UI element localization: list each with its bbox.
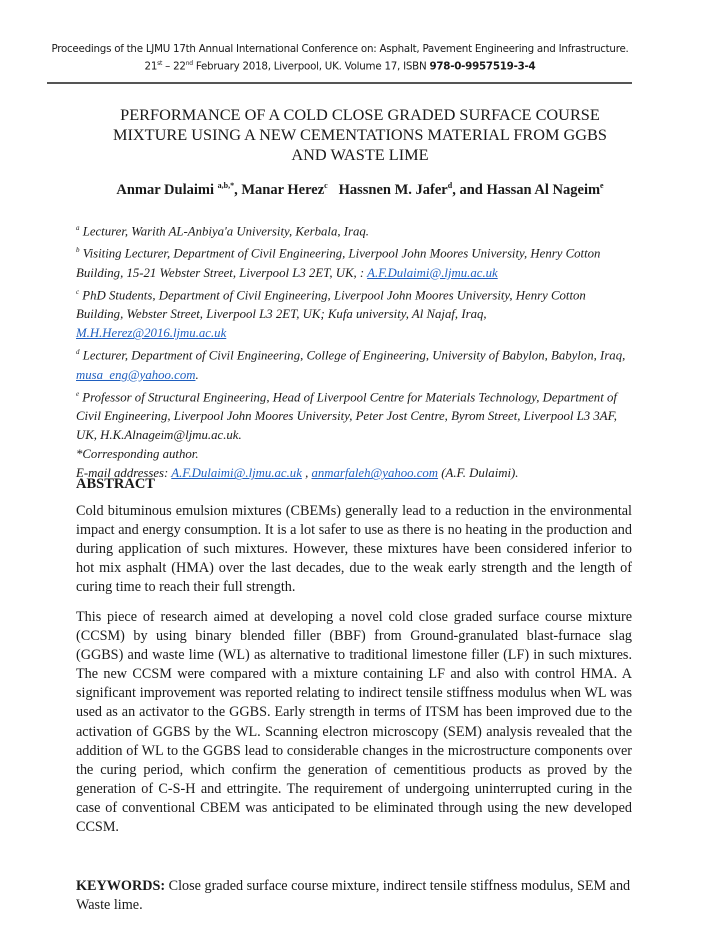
affiliation-mark: e [76, 389, 80, 398]
title-line: AND WASTE LIME [291, 145, 429, 164]
email-link[interactable]: A.F.Dulaimi@.ljmu.ac.uk [367, 265, 498, 280]
affiliations [76, 219, 636, 484]
email-link[interactable]: musa_eng@yahoo.com [76, 367, 196, 382]
author-sep: , and [452, 181, 487, 198]
affiliation-text: PhD Students, Department of Civil Engineering, Liverpool John Moores University, Henry Cotton Building, Webster Street, Liverpool L3 2ET, UK; Kufa university, Al Najaf, Iraq, [76, 288, 586, 322]
email-link[interactable]: M.H.Herez@2016.ljmu.ac.uk [76, 326, 227, 341]
author-name: Anmar Dulaimi [116, 181, 218, 198]
keywords-text: Close graded surface course mixture, indirect tensile stiffness modulus, SEM and Waste lime. [76, 878, 631, 914]
affiliation-b [76, 241, 636, 282]
paper-title [60, 105, 660, 165]
affiliation-a [76, 219, 636, 241]
corresponding-author-note: *Corresponding author. [76, 447, 199, 462]
title-line: PERFORMANCE OF A COLD CLOSE GRADED SURFACE COURSE [120, 105, 600, 124]
isbn: 978-0-9957519-3-4 [429, 60, 536, 73]
affiliation-punct: . [195, 367, 199, 382]
header-location: February 2018, Liverpool, UK. Volume 17, ISBN [192, 60, 430, 73]
email-sep: , [301, 466, 312, 481]
affiliation-mark: d [76, 348, 80, 357]
author-list [60, 181, 660, 199]
affiliation-mark: b [76, 246, 80, 255]
affiliation-mark: c [76, 287, 80, 296]
email-link[interactable]: anmarfaleh@yahoo.com [311, 466, 439, 481]
affiliation-text: Visiting Lecturer, Department of Civil Engineering, Liverpool John Moores University, Henry Cotton Building, 15-21 Webster Street, Liverpool L3 2ET, UK, : [76, 246, 601, 280]
affiliation-text: Lecturer, Department of Civil Engineering, College of Engineering, University of Babylon, Babylon, Iraq, [79, 348, 626, 363]
affiliation-text: Professor of Structural Engineering, Head of Liverpool Centre for Materials Technology, Department of Civil Engineering, Liverpool John Moores University, Peter Jost Centre, Byrom Street, Liverpool L3 3AF, UK, H.K.Alnageim@ljmu.ac.uk. [76, 390, 617, 443]
abstract-paragraph-1: Cold bituminous emulsion mixtures (CBEMs) generally lead to a reduction in the environmental impact and energy consumption. It is a lot safer to use as there is no heating in the production and during application of such mixtures. However, these mixtures have been considered inferior to hot mix asphalt (HMA) over the last decades, due to the weak early strength and the length of curing time to reach their full strength. [76, 503, 632, 596]
email-link[interactable]: A.F.Dulaimi@.ljmu.ac.uk [171, 466, 302, 481]
keywords [76, 877, 632, 915]
email-addresses [76, 464, 636, 483]
emails-label: E-mail addresses: [76, 466, 172, 481]
date-start: 21 [144, 60, 158, 73]
affiliation-mark: a [76, 224, 80, 232]
affiliation-d [76, 343, 636, 384]
date-start-sup: st [157, 60, 163, 67]
abstract-paragraph-2: This piece of research aimed at developing a novel cold close graded surface course mixture (CCSM) by using binary blended filler (BBF) from Ground-granulated blast-furnace slag (GGBS) and waste lime (WL) as alternative to traditional limestone filler (LF) in such mixtures. The new CCSM were compared with a mixture containing LF and also with control HMA. A significant improvement was reported relating to indirect tensile stiffness modulus when WL was used as an activator to the GGBS. Early strength in terms of ITSM has been improved due to the activation of GGBS by the WL. Scanning electron microscopy (SEM) analysis revealed that the addition of WL to the GGBS lead to considerable changes in the microstructure components over the curing period, which confirm the generation of cementitious products as proved by the generation of C-S-H and ettringite. The requirement of undergoing uninterrupted curing in the case of conventional CBEM was anticipated to be eliminated through using the new developed CCSM. [76, 609, 632, 836]
author-sep: , [234, 181, 242, 198]
running-header-line1: Proceedings of the LJMU 17th Annual International Conference on: Asphalt, Pavement Engineering and Infrastructure. [51, 43, 629, 55]
running-header-line2 [20, 60, 660, 72]
affiliation-text: Lecturer, Warith AL-Anbiya'a University, Kerbala, Iraq. [79, 224, 369, 239]
author-name: Manar Herez [241, 181, 325, 198]
date-end: – 22 [162, 60, 186, 73]
author-sup: a,b,* [217, 181, 235, 190]
author-name: Hassnen M. Jafer [338, 181, 448, 198]
author-sup: c [324, 181, 328, 190]
author-sup: d [447, 181, 453, 190]
header-rule [47, 82, 632, 84]
date-end-sup: nd [185, 60, 193, 67]
author-sup: e [600, 181, 604, 190]
keywords-label: KEYWORDS: [76, 878, 166, 894]
title-line: MIXTURE USING A NEW CEMENTATIONS MATERIAL FROM GGBS [113, 125, 607, 144]
author-name: Hassan Al Nageim [486, 181, 601, 198]
author-sep [328, 182, 339, 198]
abstract-heading: ABSTRACT [76, 476, 155, 492]
affiliation-e [76, 385, 636, 446]
affiliation-c [76, 283, 636, 344]
email-owner: (A.F. Dulaimi). [438, 466, 519, 481]
